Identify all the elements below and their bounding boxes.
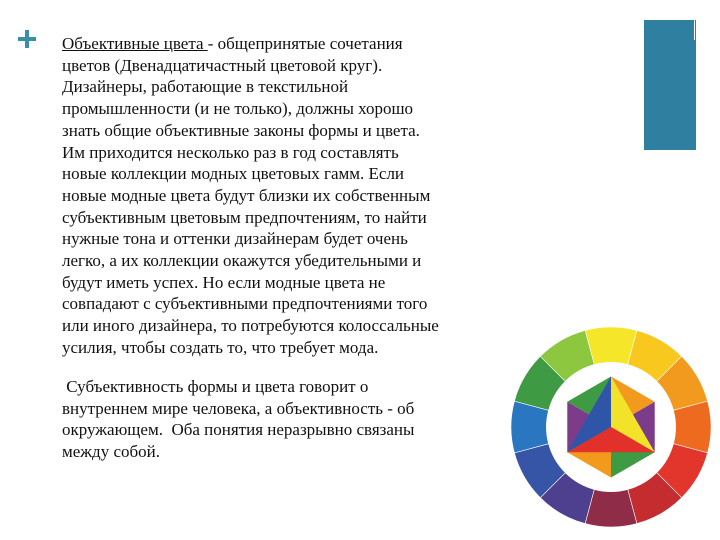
- paragraph1-line-10: нужные тона и оттенки дизайнерам будет очень: [62, 229, 408, 249]
- paragraph1-line-12: будут иметь успех. Но если модные цвета не: [62, 272, 386, 292]
- plus-bullet-icon: [18, 30, 36, 48]
- paragraph1-line-4: промышленности (и не только), должны хорошо: [62, 99, 414, 119]
- accent-bar: [644, 20, 696, 150]
- paragraph1-line-5: знать общие объективные законы формы и цвета.: [62, 120, 420, 140]
- term-objective-colors: Объективные цвета: [62, 34, 208, 53]
- color-wheel-image: [510, 326, 712, 528]
- paragraph-objective-colors: [62, 33, 439, 359]
- paragraph1-line-6: Им приходится несколько раз в год составлять: [62, 142, 399, 162]
- paragraph1-line-14: или иного дизайнера, то потребуются колоссальные: [62, 316, 439, 336]
- paragraph-subjectivity: [62, 376, 414, 463]
- paragraph1-line-7: новые коллекции модных цветовых гамм. Если: [62, 164, 405, 184]
- paragraph2-line-1: Субъективность формы и цвета говорит о: [62, 377, 369, 396]
- paragraph1-line-9: субъективным цветовым предпочтениям, то найти: [62, 207, 427, 227]
- paragraph1-line-8: новые модные цвета будут близки их собственным: [62, 185, 431, 205]
- paragraph2-line-2: внутреннем мире человека, а объективность - об: [62, 398, 415, 418]
- paragraph1-line-15: усилия, чтобы создать то, что требует мода.: [62, 337, 379, 357]
- paragraph1-line-2: цветов (Двенадцатичастный цветовой круг).: [62, 55, 383, 75]
- paragraph2-line-4: между собой.: [62, 442, 160, 462]
- paragraph1-line-13: совпадают с субъективными предпочтениями того: [62, 294, 428, 314]
- paragraph1-line-1: - общепринятые сочетания: [207, 34, 403, 53]
- paragraph1-line-11: легко, а их коллекции окажутся убедительными и: [62, 251, 422, 271]
- paragraph1-line-3: Дизайнеры, работающие в текстильной: [62, 77, 349, 97]
- paragraph2-line-3: окружающем. Оба понятия неразрывно связаны: [62, 420, 415, 440]
